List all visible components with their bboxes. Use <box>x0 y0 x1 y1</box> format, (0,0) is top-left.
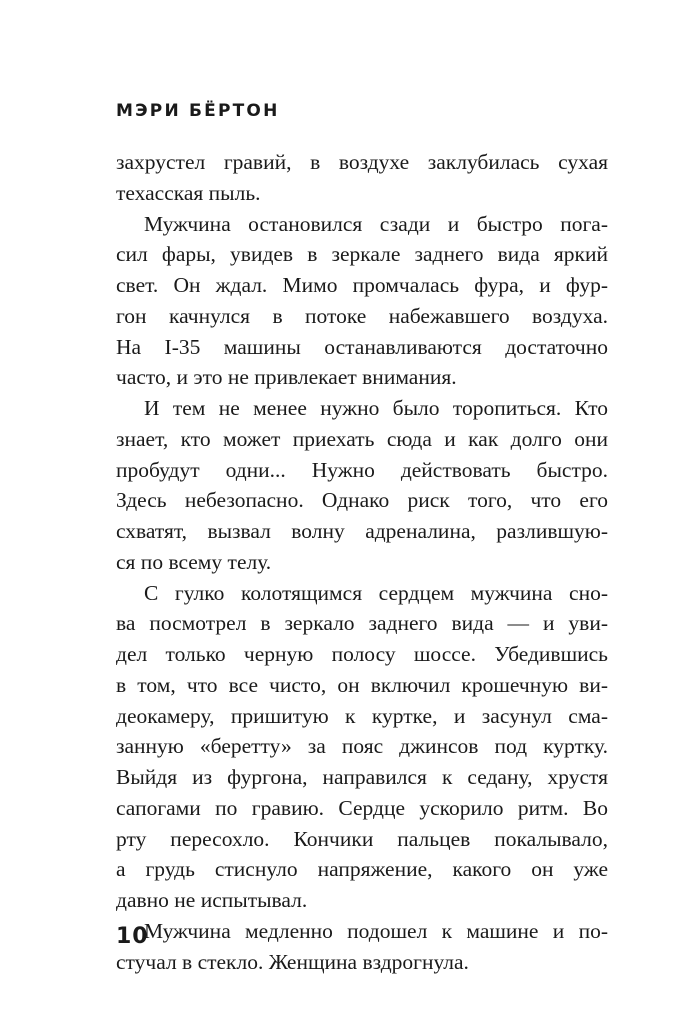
text-line: а грудь стиснуло напряжение, какого он уже <box>116 857 608 882</box>
text-line: в том, что все чисто, он включил крошечную ви- <box>116 672 608 697</box>
text-line: сил фары, увидев в зеркале заднего вида яркий <box>116 242 608 267</box>
text-line: Мужчина остановился сзади и быстро пога- <box>144 211 608 236</box>
text-line: схватят, вызвал волну адреналина, разлившую- <box>116 519 608 543</box>
text-line: техасская пыль. <box>116 180 261 205</box>
text-line: стучал в стекло. Женщина вздрогнула. <box>116 949 469 974</box>
body-text <box>116 147 608 977</box>
text-line: часто, и это не привлекает внимания. <box>116 365 457 390</box>
text-line: И тем не менее нужно было торопиться. Кто <box>144 396 608 420</box>
text-line: деокамеру, пришитую к куртке, и засунул сма- <box>116 703 608 728</box>
text-line: ва посмотрел в зеркало заднего вида — и уви- <box>116 611 608 636</box>
text-line: захрустел гравий, в воздухе заклубилась сухая <box>116 150 608 174</box>
text-line: давно не испытывал. <box>116 888 308 912</box>
text-line: Выйдя из фургона, направился к седану, хрустя <box>116 765 608 789</box>
text-line: свет. Он ждал. Мимо промчалась фура, и фур- <box>116 273 608 297</box>
page-number: 10 <box>116 924 149 949</box>
text-line: рту пересохло. Кончики пальцев покалывало, <box>116 826 608 851</box>
running-head: МЭРИ БЁРТОН <box>116 101 280 121</box>
text-line: С гулко колотящимся сердцем мужчина сно- <box>144 580 608 605</box>
text-line: пробудут одни... Нужно действовать быстро. <box>116 457 608 482</box>
text-line: гон качнулся в потоке набежавшего воздуха. <box>116 303 608 328</box>
text-line: Здесь небезопасно. Однако риск того, что его <box>116 488 608 513</box>
text-line: сапогами по гравию. Сердце ускорило ритм. Во <box>116 795 608 820</box>
text-line: Мужчина медленно подошел к машине и по- <box>144 918 608 943</box>
text-line: ся по всему телу. <box>116 549 272 574</box>
text-line: знает, кто может приехать сюда и как долго они <box>116 426 608 451</box>
text-line: дел только черную полосу шоссе. Убедившись <box>116 642 608 666</box>
text-line: На I-35 машины останавливаются достаточно <box>116 334 608 359</box>
text-line: занную «беретту» за пояс джинсов под куртку. <box>116 734 608 759</box>
